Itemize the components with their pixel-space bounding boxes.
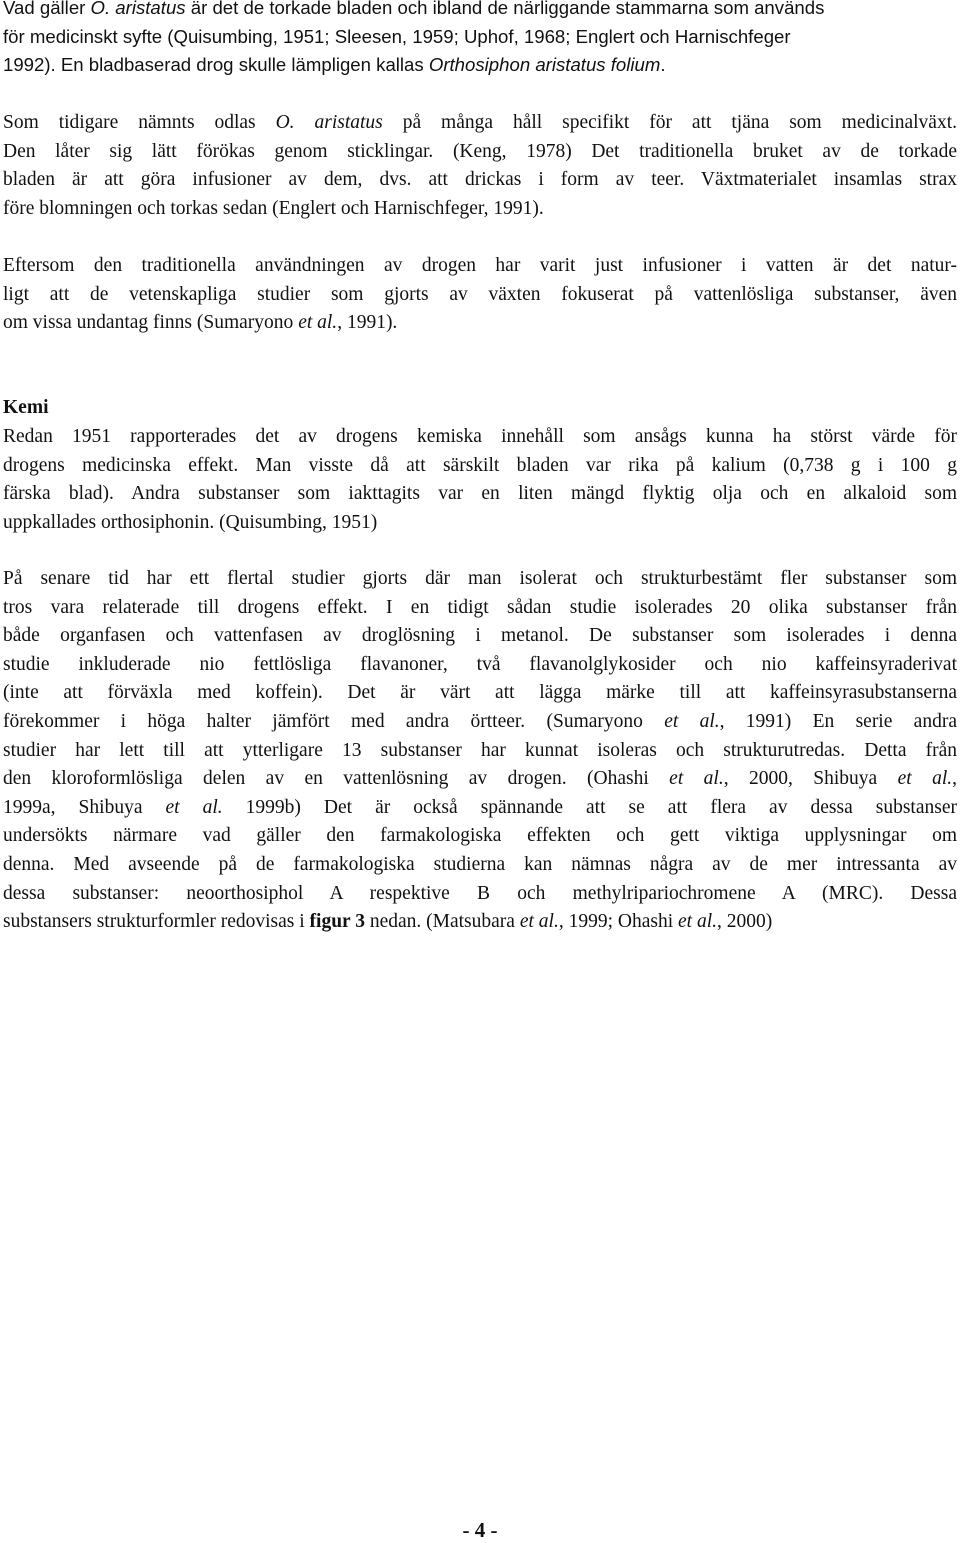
p5-line-9: 1999a, Shibuya et al. 1999b) Det är också spännande att se att flera av dessa substanser: [3, 796, 957, 818]
p5-line-6: förekommer i höga halter jämfört med andra örtteer. (Sumaryono et al., 1991) En serie andra: [3, 710, 957, 732]
paragraph-3: [3, 252, 957, 338]
page-number: - 4 -: [462, 1518, 498, 1542]
p3-line-1: Eftersom den traditionella användningen av drogen har varit just infusioner i vatten är det natur-: [3, 255, 957, 276]
figure-reference: figur 3: [309, 911, 365, 933]
species-name: O. aristatus: [90, 0, 186, 18]
species-name: O. aristatus: [275, 112, 383, 133]
p3-line-2: ligt att de vetenskapliga studier som gjorts av växten fokuserat på vattenlösliga substanser, även: [3, 283, 957, 305]
paragraph-4: [3, 423, 957, 537]
p1-line-3: 1992). En bladbaserad drog skulle lämpligen kallas Orthosiphon aristatus folium.: [3, 54, 666, 76]
section-heading: Kemi: [3, 397, 49, 418]
p5-line-12: dessa substanser: neoorthosiphol A respektive B och methylripariochromene A (MRC). Dessa: [3, 882, 957, 904]
p4-line-2: drogens medicinska effekt. Man visste då att särskilt bladen var rika på kalium (0,738 g i 100 g: [3, 454, 957, 476]
p2-line-2: Den låter sig lätt förökas genom sticklingar. (Keng, 1978) Det traditionella bruket av de torkade: [3, 140, 957, 162]
p5-line-5: (inte att förväxla med koffein). Det är värt att lägga märke till att kaffeinsyrasubstanserna: [3, 682, 957, 704]
paragraph-5: [3, 565, 957, 937]
p5-line-8: den kloroformlösliga delen av en vattenlösning av drogen. (Ohashi et al., 2000, Shibuya et al.,: [3, 768, 957, 790]
p1-line-1: Vad gäller O. aristatus är det de torkade bladen och ibland de närliggande stammarna som används: [3, 0, 957, 23]
p5-line-2: tros vara relaterade till drogens effekt. I en tidigt sådan studie isolerades 20 olika substanser från: [3, 596, 957, 618]
p5-line-11: denna. Med avseende på de farmakologiska studierna kan nämnas några av de mer intressanta av: [3, 853, 957, 875]
p5-line-13: substansers strukturformler redovisas i figur 3 nedan. (Matsubara et al., 1999; Ohashi et al., 2000): [3, 911, 773, 933]
p2-line-1: Som tidigare nämnts odlas O. aristatus på många håll specifikt för att tjäna som medicinalväxt.: [3, 112, 957, 133]
paragraph-2: [3, 109, 957, 223]
p5-line-1: På senare tid har ett flertal studier gjorts där man isolerat och strukturbestämt fler substanser som: [3, 568, 957, 589]
p2-line-4: före blomningen och torkas sedan (Englert och Harnischfeger, 1991).: [3, 197, 544, 219]
p5-line-3: både organfasen och vattenfasen av droglösning i metanol. De substanser som isolerades i denna: [3, 625, 957, 647]
drug-name: Orthosiphon aristatus folium: [428, 54, 661, 76]
p5-line-7: studier har lett till att ytterligare 13 substanser har kunnat isoleras och strukturutredas. Detta från: [3, 739, 957, 761]
p4-line-1: Redan 1951 rapporterades det av drogens kemiska innehåll som ansågs kunna ha störst värde för: [3, 426, 957, 447]
p1-line-2: för medicinskt syfte (Quisumbing, 1951; Sleesen, 1959; Uphof, 1968; Englert och Harnischfeger: [3, 25, 791, 47]
p2-line-3: bladen är att göra infusioner av dem, dvs. att drickas i form av teer. Växtmaterialet insamlas strax: [3, 169, 957, 191]
p4-line-3: färska blad). Andra substanser som iakttagits var en liten mängd flyktig olja och en alkaloid som: [3, 483, 957, 505]
p5-line-4: studie inkluderade nio fettlösliga flavanoner, två flavanolglykosider och nio kaffeinsyraderivat: [3, 653, 957, 675]
p5-line-10: undersökts närmare vad gäller den farmakologiska effekten och gett viktiga upplysningar om: [3, 825, 957, 847]
p4-line-4: uppkallades orthosiphonin. (Quisumbing, 1951): [3, 511, 378, 533]
p3-line-3: om vissa undantag finns (Sumaryono et al., 1991).: [3, 312, 398, 334]
paragraph-1: [3, 0, 957, 80]
